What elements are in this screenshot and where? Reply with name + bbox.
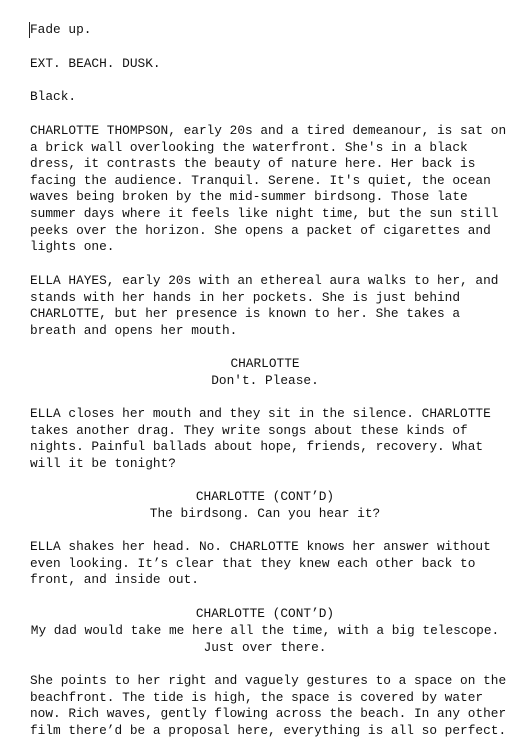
action-paragraph-4: ELLA shakes her head. No. CHARLOTTE knows her answer without even looking. It’s clear that they knew each other back to front, and inside out. — [30, 539, 491, 588]
dialogue-3: My dad would take me here all the time, with a big telescope. Just over there. — [30, 623, 500, 655]
action-paragraph-5: She points to her right and vaguely gestures to a space on the beachfront. The tide is high, the space is covered by water now. Rich waves, gently flowing across the beach. In any other film there’d be a proposal here, everything is all so perfect. — [30, 673, 507, 738]
dialogue-1: Don't. Please. — [211, 373, 319, 388]
action-black: Black. — [30, 89, 77, 104]
dialogue-2: The birdsong. Can you hear it? — [149, 506, 381, 521]
scene-heading: EXT. BEACH. DUSK. — [30, 56, 161, 71]
character-name-1: CHARLOTTE — [230, 356, 300, 371]
character-name-3: CHARLOTTE (CONT’D) — [195, 606, 335, 621]
transition-fade-up: Fade up. — [30, 22, 92, 37]
action-paragraph-3: ELLA closes her mouth and they sit in the silence. CHARLOTTE takes another drag. They write songs about these kinds of nights. Painful ballads about hope, friends, recovery. What will it be tonight? — [30, 406, 491, 471]
character-name-2: CHARLOTTE (CONT’D) — [195, 489, 335, 504]
action-paragraph-1: CHARLOTTE THOMPSON, early 20s and a tired demeanour, is sat on a brick wall overlooking the waterfront. She's in a black dress, it contrasts the beauty of nature here. Her back is facing the audience. Tranquil. Serene. It's quiet, the ocean waves being broken by the mid-summer birdsong. Those late summer days where it feels like night time, but the sun still peeks over the horizon. She opens a packet of cigarettes and lights one. — [30, 123, 507, 255]
action-paragraph-2: ELLA HAYES, early 20s with an ethereal aura walks to her, and stands with her hands in her pockets. She is just behind CHARLOTTE, but her presence is known to her. She takes a breath and opens her mouth. — [30, 273, 499, 338]
